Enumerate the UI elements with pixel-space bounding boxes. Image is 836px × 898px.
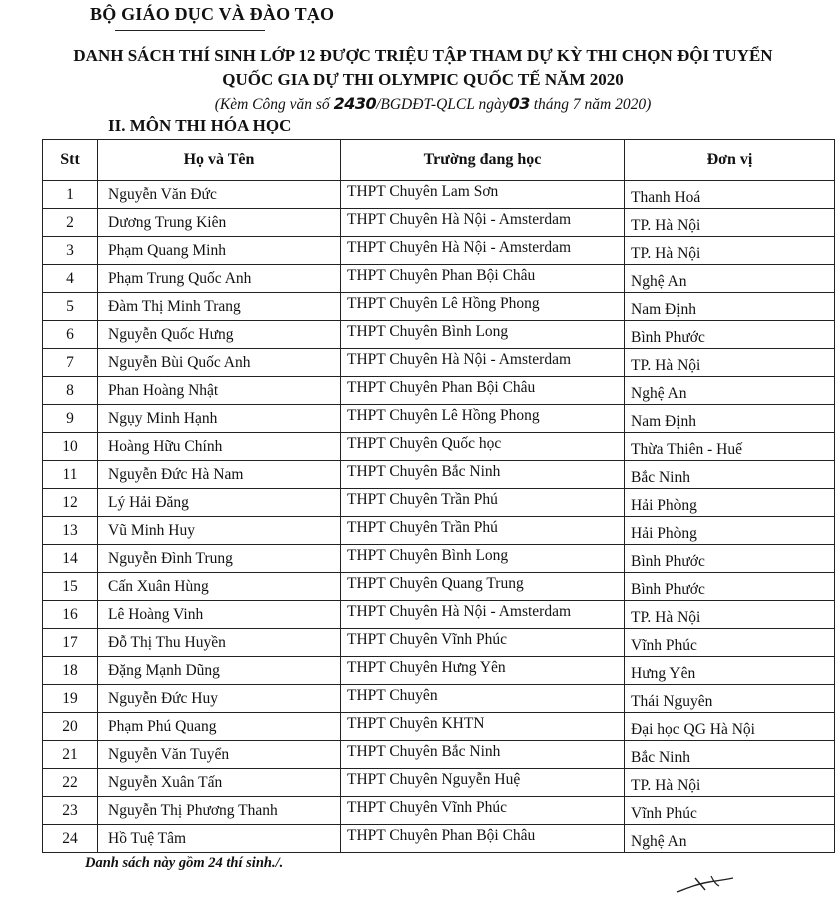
row-school-cell: [341, 489, 625, 517]
row-stt: 7: [66, 353, 74, 371]
ref-prefix: (Kèm Công văn số: [214, 96, 334, 113]
ref-suffix: tháng 7 năm 2020): [529, 96, 652, 113]
ministry-name: BỘ GIÁO DỤC VÀ ĐÀO TẠO: [90, 4, 335, 24]
row-unit-cell: [625, 517, 835, 545]
row-name: Nguyễn Văn Tuyển: [108, 745, 230, 763]
row-name: Nguyễn Quốc Hưng: [108, 325, 234, 343]
row-school: THPT Chuyên Hà Nội - Amsterdam: [347, 210, 572, 228]
row-name: Nguyễn Thị Phương Thanh: [108, 801, 278, 819]
row-stt: 4: [66, 269, 74, 287]
row-school-cell: [341, 181, 625, 209]
row-unit: Nghệ An: [631, 832, 687, 850]
row-unit: Bắc Ninh: [631, 748, 690, 766]
row-unit: TP. Hà Nội: [631, 776, 701, 794]
row-unit: Nam Định: [631, 300, 697, 318]
row-school-cell: [341, 377, 625, 405]
row-school: THPT Chuyên Trần Phú: [347, 490, 498, 508]
row-name: Phạm Phú Quang: [108, 717, 217, 735]
row-school: THPT Chuyên Phan Bội Châu: [347, 266, 536, 284]
row-school-cell: [341, 657, 625, 685]
ministry-underline: [115, 30, 265, 31]
row-stt: 13: [62, 521, 78, 539]
row-unit: Nam Định: [631, 412, 697, 430]
row-unit: Bình Phước: [631, 580, 705, 598]
row-name-cell: [98, 433, 341, 461]
row-unit-cell: [625, 209, 835, 237]
table-row: [43, 657, 835, 685]
row-school-cell: [341, 741, 625, 769]
row-stt-cell: [43, 293, 98, 321]
row-unit: TP. Hà Nội: [631, 216, 701, 234]
row-name-cell: [98, 573, 341, 601]
row-stt-cell: [43, 405, 98, 433]
row-name-cell: [98, 377, 341, 405]
row-stt: 11: [62, 465, 78, 483]
row-unit-cell: [625, 657, 835, 685]
row-school-cell: [341, 321, 625, 349]
row-name: Cấn Xuân Hùng: [108, 577, 209, 595]
row-unit-cell: [625, 685, 835, 713]
row-stt-cell: [43, 237, 98, 265]
row-stt: 22: [62, 773, 78, 791]
row-unit: Nghệ An: [631, 272, 687, 290]
row-stt-cell: [43, 517, 98, 545]
row-unit-cell: [625, 293, 835, 321]
row-stt-cell: [43, 825, 98, 853]
row-name: Đỗ Thị Thu Huyền: [108, 633, 226, 651]
row-stt: 21: [62, 745, 78, 763]
table-row: [43, 629, 835, 657]
row-unit-cell: [625, 349, 835, 377]
table-row: [43, 769, 835, 797]
row-unit: Vĩnh Phúc: [631, 636, 697, 654]
row-stt-cell: [43, 321, 98, 349]
row-school-cell: [341, 461, 625, 489]
row-stt: 16: [62, 605, 78, 623]
row-stt: 24: [62, 829, 78, 847]
row-school-cell: [341, 601, 625, 629]
row-name-cell: [98, 741, 341, 769]
row-unit-cell: [625, 377, 835, 405]
row-school: THPT Chuyên Hưng Yên: [347, 658, 506, 676]
row-unit: Thái Nguyên: [631, 692, 713, 710]
table-row: [43, 265, 835, 293]
row-stt-cell: [43, 797, 98, 825]
row-name: Nguyễn Đức Huy: [108, 689, 218, 707]
row-unit: Thanh Hoá: [631, 188, 701, 206]
header-stt: Stt: [43, 140, 98, 181]
row-stt-cell: [43, 685, 98, 713]
row-stt-cell: [43, 629, 98, 657]
table-row: [43, 209, 835, 237]
row-name: Vũ Minh Huy: [108, 521, 195, 539]
row-name-cell: [98, 517, 341, 545]
row-unit-cell: [625, 741, 835, 769]
document-title-line-1: DANH SÁCH THÍ SINH LỚP 12 ĐƯỢC TRIỆU TẬP THAM DỰ KỲ THI CHỌN ĐỘI TUYỂN: [73, 46, 773, 65]
row-unit-cell: [625, 825, 835, 853]
row-unit-cell: [625, 265, 835, 293]
row-school-cell: [341, 209, 625, 237]
ref-number-handwritten: 2430: [333, 94, 377, 113]
row-unit: TP. Hà Nội: [631, 356, 701, 374]
row-name-cell: [98, 293, 341, 321]
row-school: THPT Chuyên Phan Bội Châu: [347, 826, 536, 844]
table-row: [43, 349, 835, 377]
row-school-cell: [341, 685, 625, 713]
row-school-cell: [341, 517, 625, 545]
row-stt: 9: [66, 409, 74, 427]
table-row: [43, 713, 835, 741]
row-unit-cell: [625, 769, 835, 797]
row-unit: TP. Hà Nội: [631, 244, 701, 262]
table-row: [43, 825, 835, 853]
row-school: THPT Chuyên Lê Hồng Phong: [347, 294, 540, 312]
row-school: THPT Chuyên Lê Hồng Phong: [347, 406, 540, 424]
footer-note: Danh sách này gồm 24 thí sinh./.: [85, 855, 284, 871]
row-unit: Nghệ An: [631, 384, 687, 402]
row-school: THPT Chuyên Bình Long: [347, 546, 509, 564]
row-name-cell: [98, 825, 341, 853]
row-stt: 12: [62, 493, 78, 511]
row-name-cell: [98, 489, 341, 517]
table-row: [43, 517, 835, 545]
row-name: Hoàng Hữu Chính: [108, 437, 223, 455]
row-name-cell: [98, 601, 341, 629]
row-unit-cell: [625, 237, 835, 265]
row-name-cell: [98, 405, 341, 433]
row-unit: Hải Phòng: [631, 496, 697, 514]
row-stt-cell: [43, 377, 98, 405]
table-row: [43, 797, 835, 825]
row-school-cell: [341, 713, 625, 741]
table-header-row: [43, 140, 835, 181]
row-stt-cell: [43, 657, 98, 685]
row-name: Nguyễn Bùi Quốc Anh: [108, 353, 251, 371]
row-name: Phạm Trung Quốc Anh: [108, 269, 252, 287]
row-unit-cell: [625, 321, 835, 349]
row-unit: Bắc Ninh: [631, 468, 690, 486]
table-row: [43, 433, 835, 461]
row-name: Nguyễn Đình Trung: [108, 549, 233, 567]
row-name: Đàm Thị Minh Trang: [108, 297, 241, 315]
row-stt-cell: [43, 545, 98, 573]
row-school: THPT Chuyên Quốc học: [347, 434, 502, 452]
row-school: THPT Chuyên Phan Bội Châu: [347, 378, 536, 396]
row-school: THPT Chuyên Vĩnh Phúc: [347, 630, 508, 648]
row-school-cell: [341, 797, 625, 825]
row-name-cell: [98, 265, 341, 293]
document-title-line-2: QUỐC GIA DỰ THI OLYMPIC QUỐC TẾ NĂM 2020: [222, 70, 624, 89]
table-row: [43, 545, 835, 573]
row-name: Hồ Tuệ Tâm: [108, 829, 187, 847]
row-unit-cell: [625, 181, 835, 209]
row-name-cell: [98, 629, 341, 657]
row-school-cell: [341, 293, 625, 321]
row-name: Phạm Quang Minh: [108, 241, 226, 259]
row-name-cell: [98, 713, 341, 741]
row-unit: Bình Phước: [631, 328, 705, 346]
table-body: [43, 181, 835, 853]
row-unit: Hải Phòng: [631, 524, 697, 542]
header-name: Họ và Tên: [98, 140, 341, 181]
table-row: [43, 405, 835, 433]
row-school: THPT Chuyên Hà Nội - Amsterdam: [347, 350, 572, 368]
official-letter-reference: [0, 94, 836, 114]
row-stt: 14: [62, 549, 78, 567]
row-name-cell: [98, 237, 341, 265]
row-name: Dương Trung Kiên: [108, 213, 227, 231]
row-school: THPT Chuyên KHTN: [347, 714, 485, 732]
row-stt-cell: [43, 461, 98, 489]
row-stt: 1: [66, 185, 74, 203]
table-row: [43, 377, 835, 405]
row-school: THPT Chuyên Trần Phú: [347, 518, 498, 536]
row-name-cell: [98, 181, 341, 209]
table-row: [43, 237, 835, 265]
row-name-cell: [98, 461, 341, 489]
row-unit: Thừa Thiên - Huế: [631, 440, 742, 458]
row-school: THPT Chuyên Hà Nội - Amsterdam: [347, 238, 572, 256]
table-row: [43, 461, 835, 489]
row-stt: 8: [66, 381, 74, 399]
row-name: Nguyễn Văn Đức: [108, 185, 217, 203]
row-stt: 18: [62, 661, 78, 679]
row-stt: 15: [62, 577, 78, 595]
row-school: THPT Chuyên Hà Nội - Amsterdam: [347, 602, 572, 620]
row-unit: Bình Phước: [631, 552, 705, 570]
row-school-cell: [341, 265, 625, 293]
row-school-cell: [341, 545, 625, 573]
table-row: [43, 489, 835, 517]
row-unit: Hưng Yên: [631, 664, 696, 682]
ref-day-handwritten: 03: [508, 94, 530, 113]
table-row: [43, 321, 835, 349]
row-name: Lý Hải Đăng: [108, 493, 189, 511]
row-stt: 3: [66, 241, 74, 259]
row-stt: 10: [62, 437, 78, 455]
row-school: THPT Chuyên Quang Trung: [347, 574, 524, 592]
row-school: THPT Chuyên Vĩnh Phúc: [347, 798, 508, 816]
row-school-cell: [341, 573, 625, 601]
row-stt-cell: [43, 741, 98, 769]
row-unit-cell: [625, 629, 835, 657]
row-stt-cell: [43, 573, 98, 601]
row-unit-cell: [625, 573, 835, 601]
row-name-cell: [98, 657, 341, 685]
row-unit-cell: [625, 461, 835, 489]
row-school: THPT Chuyên Lam Sơn: [347, 182, 499, 200]
section-title: II. MÔN THI HÓA HỌC: [108, 116, 292, 135]
row-stt-cell: [43, 433, 98, 461]
row-stt-cell: [43, 209, 98, 237]
row-name: Nguyễn Xuân Tấn: [108, 773, 223, 791]
header-school: Trường đang học: [341, 140, 625, 181]
row-unit: Đại học QG Hà Nội: [631, 720, 755, 738]
row-name: Ngụy Minh Hạnh: [108, 409, 218, 427]
row-school: THPT Chuyên: [347, 686, 438, 704]
row-stt: 23: [62, 801, 78, 819]
row-unit-cell: [625, 405, 835, 433]
row-name-cell: [98, 797, 341, 825]
row-school-cell: [341, 349, 625, 377]
row-school-cell: [341, 237, 625, 265]
row-school-cell: [341, 629, 625, 657]
row-stt-cell: [43, 713, 98, 741]
row-stt-cell: [43, 489, 98, 517]
row-name: Nguyễn Đức Hà Nam: [108, 465, 244, 483]
candidate-table: [42, 139, 835, 853]
row-stt: 5: [66, 297, 74, 315]
row-stt: 2: [66, 213, 74, 231]
row-school: THPT Chuyên Bắc Ninh: [347, 462, 501, 480]
row-name-cell: [98, 321, 341, 349]
row-school-cell: [341, 433, 625, 461]
row-unit-cell: [625, 797, 835, 825]
table-row: [43, 685, 835, 713]
table-row: [43, 293, 835, 321]
row-school-cell: [341, 405, 625, 433]
row-name: Phan Hoàng Nhật: [108, 381, 219, 399]
row-unit-cell: [625, 601, 835, 629]
row-stt-cell: [43, 349, 98, 377]
row-name-cell: [98, 349, 341, 377]
row-unit-cell: [625, 545, 835, 573]
row-stt-cell: [43, 181, 98, 209]
row-school-cell: [341, 769, 625, 797]
row-stt: 19: [62, 689, 78, 707]
row-name-cell: [98, 685, 341, 713]
table-row: [43, 181, 835, 209]
row-stt-cell: [43, 769, 98, 797]
row-unit: TP. Hà Nội: [631, 608, 701, 626]
row-school: THPT Chuyên Bình Long: [347, 322, 509, 340]
row-stt: 20: [62, 717, 78, 735]
row-unit-cell: [625, 433, 835, 461]
row-school: THPT Chuyên Nguyễn Huệ: [347, 770, 521, 788]
row-stt: 6: [66, 325, 74, 343]
table-row: [43, 741, 835, 769]
row-unit-cell: [625, 489, 835, 517]
header-unit: Đơn vị: [625, 140, 835, 181]
table-row: [43, 601, 835, 629]
row-unit: Vĩnh Phúc: [631, 804, 697, 822]
row-name: Lê Hoàng Vinh: [108, 605, 204, 623]
row-unit-cell: [625, 713, 835, 741]
row-stt-cell: [43, 601, 98, 629]
ref-middle: /BGDĐT-QLCL ngày: [376, 96, 509, 113]
row-school-cell: [341, 825, 625, 853]
row-name-cell: [98, 209, 341, 237]
row-stt-cell: [43, 265, 98, 293]
row-name: Đặng Mạnh Dũng: [108, 661, 220, 679]
table-row: [43, 573, 835, 601]
row-school: THPT Chuyên Bắc Ninh: [347, 742, 501, 760]
signature-mark: [675, 870, 735, 896]
row-name-cell: [98, 769, 341, 797]
row-name-cell: [98, 545, 341, 573]
row-stt: 17: [62, 633, 78, 651]
